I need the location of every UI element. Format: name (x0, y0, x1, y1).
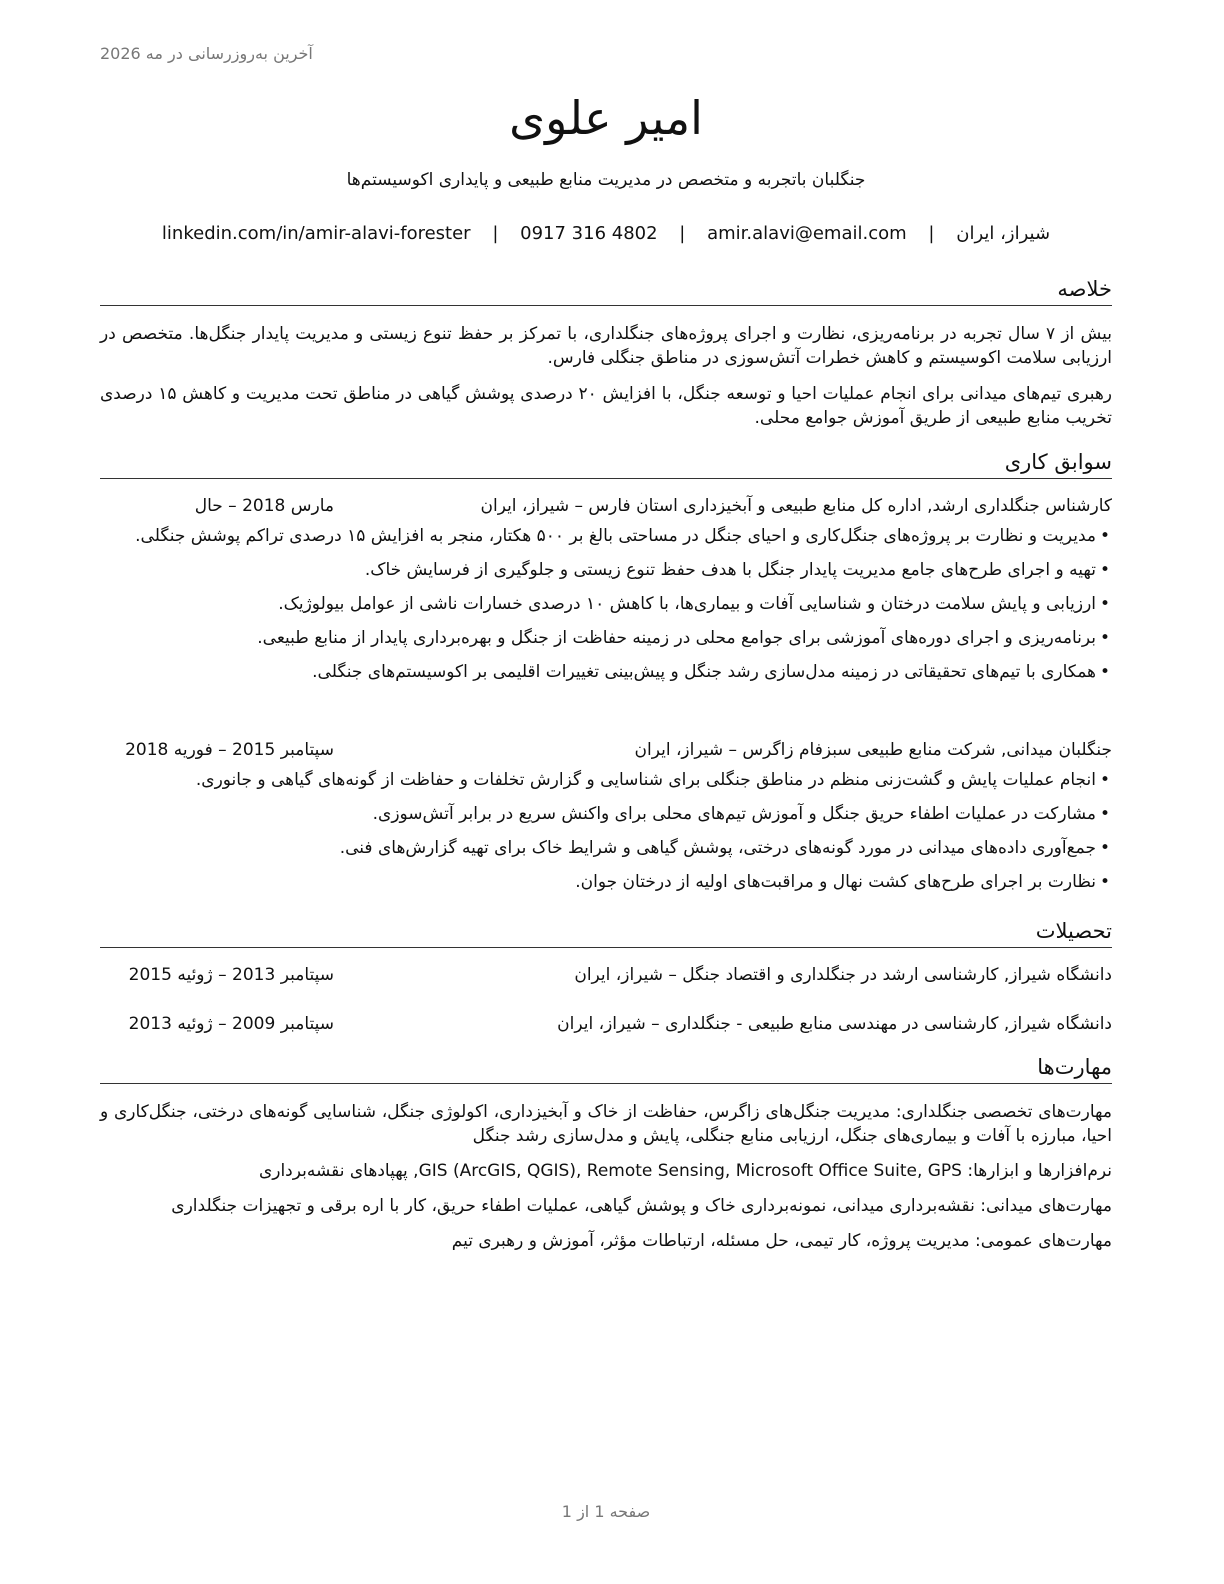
job-bullet: • جمع‌آوری داده‌های میدانی در مورد گونه‌های درختی، پوشش گیاهی و شرایط خاک برای تهیه گزارش‌های فنی. (100, 836, 1112, 860)
tagline: جنگلبان باتجربه و متخصص در مدیریت منابع طبیعی و پایداری اکوسیستم‌ها (346, 170, 866, 190)
job-bullets (100, 768, 1112, 904)
education-item (100, 963, 1112, 987)
education-title: دانشگاه شیراز, کارشناسی در مهندسی منابع طبیعی - جنگلداری – شیراز، ایران (557, 1014, 1112, 1034)
section-title-education: تحصیلات (100, 918, 1112, 948)
person-name: امیر علوی (509, 91, 703, 145)
education-item (100, 1012, 1112, 1036)
contact-separator: | (928, 223, 935, 244)
education-dates: سپتامبر 2009 – ژوئیه 2013 (128, 1014, 334, 1034)
section-title-skills: مهارت‌ها (100, 1054, 1112, 1084)
job-bullet: • تهیه و اجرای طرح‌های جامع مدیریت پایدار جنگل با هدف حفظ تنوع زیستی و جلوگیری از فرسایش خاک. (100, 558, 1112, 582)
job-bullet: • برنامه‌ریزی و اجرای دوره‌های آموزشی برای جوامع محلی در زمینه حفاظت از جنگل و بهره‌برداری پایدار از منابع طبیعی. (100, 626, 1112, 650)
skill-line: مهارت‌های تخصصی جنگلداری: مدیریت جنگل‌های زاگرس، حفاظت از خاک و آبخیزداری، اکولوژی جنگل، شناسایی گونه‌های درختی، جنگل‌کاری و احیا، مبارزه با آفات و بیماری‌های جنگل، ارزیابی منابع جنگلی، پایش و مدل‌سازی رشد جنگل (100, 1102, 1112, 1146)
skill-line: مهارت‌های عمومی: مدیریت پروژه، کار تیمی، حل مسئله، ارتباطات مؤثر، آموزش و رهبری تیم (451, 1231, 1112, 1251)
contact-linkedin[interactable]: linkedin.com/in/amir-alavi-forester (161, 223, 471, 244)
job-bullet: • مشارکت در عملیات اطفاء حریق جنگل و آموزش تیم‌های محلی برای واکنش سریع در برابر آتش‌سوزی. (100, 802, 1112, 826)
job-bullet: • مدیریت و نظارت بر پروژه‌های جنگل‌کاری و احیای جنگل در مساحتی بالغ بر ۵۰۰ هکتار، منجر به افزایش ۱۵ درصدی تراکم پوشش جنگلی. (100, 524, 1112, 548)
skill-line: نرم‌افزارها و ابزارها: GIS (ArcGIS, QGIS), Remote Sensing, Microsoft Office Suite, GPS, پهپادهای نقشه‌برداری (258, 1161, 1112, 1181)
contact-separator: | (679, 223, 686, 244)
job-header (100, 494, 1112, 518)
last-updated: آخرین به‌روزرسانی در مه 2026 (100, 44, 313, 63)
contact-email[interactable]: amir.alavi@email.com (707, 223, 907, 244)
contact-line (100, 223, 1112, 244)
education-title: دانشگاه شیراز, کارشناسی ارشد در جنگلداری و اقتصاد جنگل – شیراز، ایران (574, 965, 1112, 985)
contact-phone: 0917 316 4802 (520, 223, 658, 244)
summary-paragraph: رهبری تیم‌های میدانی برای انجام عملیات احیا و توسعه جنگل، با افزایش ۲۰ درصدی پوشش گیاهی در مناطق تحت مدیریت و کاهش ۱۵ درصدی تخریب منابع طبیعی از طریق آموزش جوامع محلی. (100, 384, 1112, 428)
job-bullet: • انجام عملیات پایش و گشت‌زنی منظم در مناطق جنگلی برای شناسایی و گزارش تخلفات و حفاظت از گونه‌های گیاهی و جانوری. (100, 768, 1112, 792)
job-title: کارشناس جنگلداری ارشد, اداره کل منابع طبیعی و آبخیزداری استان فارس – شیراز، ایران (480, 496, 1112, 516)
summary-paragraph: بیش از ۷ سال تجربه در برنامه‌ریزی، نظارت و اجرای پروژه‌های جنگلداری، با تمرکز بر حفظ تنوع زیستی و مدیریت پایدار جنگل‌ها. متخصص در ارزیابی سلامت اکوسیستم و کاهش خطرات آتش‌سوزی در مناطق جنگلی فارس. (100, 324, 1112, 368)
resume-page (100, 0, 1112, 1584)
job-bullet: • همکاری با تیم‌های تحقیقاتی در زمینه مدل‌سازی رشد جنگل و پیش‌بینی تغییرات اقلیمی بر اکوسیستم‌های جنگلی. (100, 660, 1112, 684)
job-title: جنگلبان میدانی, شرکت منابع طبیعی سبزفام زاگرس – شیراز، ایران (634, 740, 1112, 760)
job-dates: مارس 2018 – حال (194, 496, 334, 516)
contact-location: شیراز، ایران (956, 223, 1051, 244)
contact-separator: | (492, 223, 499, 244)
education-dates: سپتامبر 2013 – ژوئیه 2015 (128, 965, 334, 985)
page-number: صفحه 1 از 1 (561, 1502, 651, 1521)
job-dates: سپتامبر 2015 – فوریه 2018 (125, 740, 334, 760)
job-bullets (100, 524, 1112, 694)
section-title-summary: خلاصه (100, 276, 1112, 306)
job-bullet: • نظارت بر اجرای طرح‌های کشت نهال و مراقبت‌های اولیه از درختان جوان. (100, 870, 1112, 894)
section-title-experience: سوابق کاری (100, 449, 1112, 479)
job-bullet: • ارزیابی و پایش سلامت درختان و شناسایی آفات و بیماری‌ها، با کاهش ۱۰ درصدی خسارات ناشی از عوامل بیولوژیک. (100, 592, 1112, 616)
job-header (100, 738, 1112, 762)
skill-line: مهارت‌های میدانی: نقشه‌برداری میدانی، نمونه‌برداری خاک و پوشش گیاهی، عملیات اطفاء حریق، کار با اره برقی و تجهیزات جنگلداری (171, 1196, 1112, 1216)
